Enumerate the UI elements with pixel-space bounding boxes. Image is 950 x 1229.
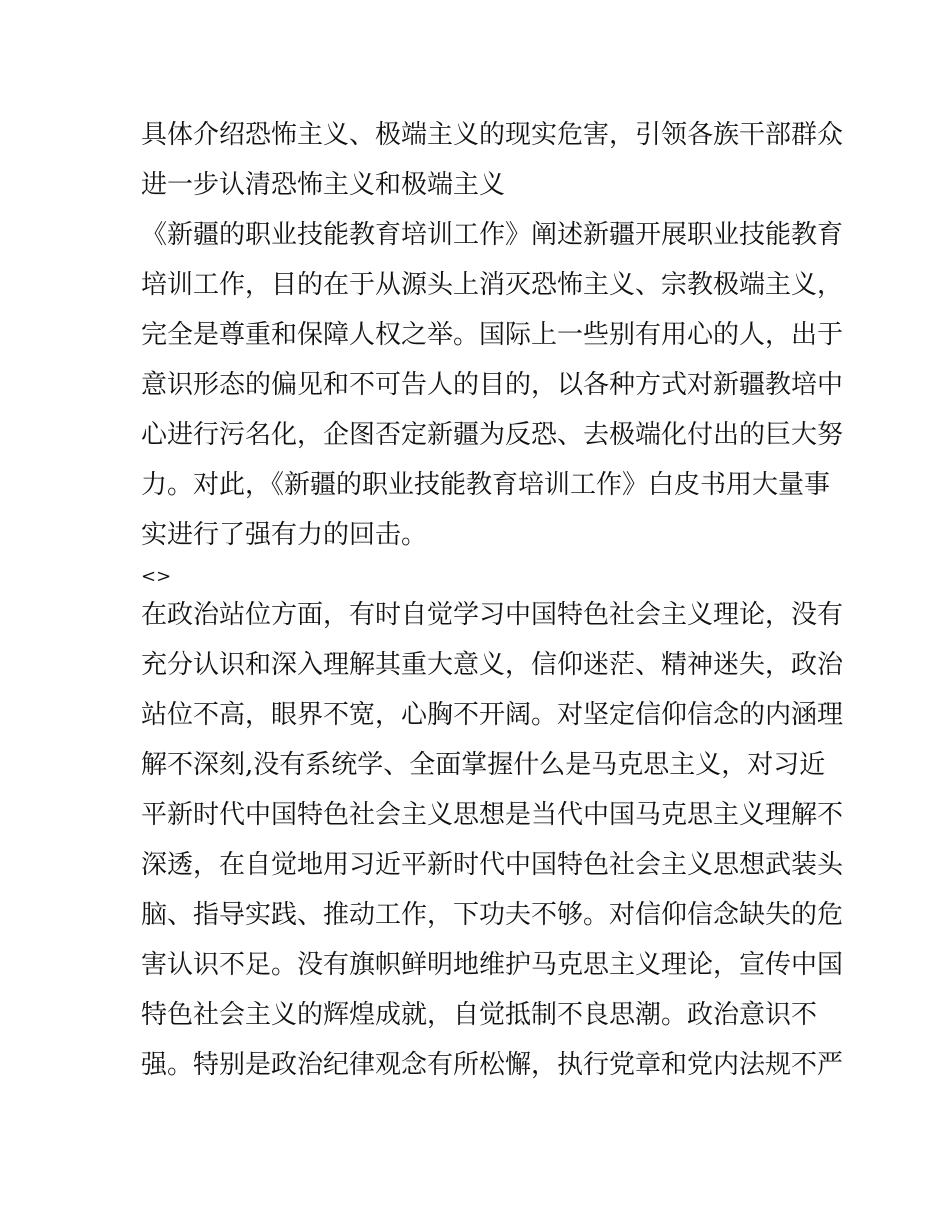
paragraph-line: 深透，在自觉地用习近平新时代中国特色社会主义思想武装头 bbox=[141, 850, 844, 880]
paragraph-line: 进一步认清恐怖主义和极端主义 bbox=[141, 170, 506, 200]
paragraph-line: 解不深刻,没有系统学、全面掌握什么是马克思主义，对习近 bbox=[141, 750, 826, 780]
paragraph-line: 在政治站位方面，有时自觉学习中国特色社会主义理论，没有 bbox=[141, 600, 844, 630]
paragraph-line: 培训工作，目的在于从源头上消灭恐怖主义、宗教极端主义， bbox=[141, 270, 844, 300]
paragraph-line: 完全是尊重和保障人权之举。国际上一些别有用心的人，出于 bbox=[141, 320, 844, 350]
paragraph-line: 特色社会主义的辉煌成就，自觉抵制不良思潮。政治意识不 bbox=[141, 1000, 818, 1030]
paragraph-line: 具体介绍恐怖主义、极端主义的现实危害，引领各族干部群众 bbox=[141, 120, 844, 150]
paragraph-line: 站位不高，眼界不宽，心胸不开阔。对坚定信仰信念的内涵理 bbox=[141, 700, 844, 730]
paragraph-line: 意识形态的偏见和不可告人的目的，以各种方式对新疆教培中 bbox=[141, 370, 844, 400]
paragraph-line: 脑、指导实践、推动工作，下功夫不够。对信仰信念缺失的危 bbox=[141, 900, 844, 930]
paragraph-line: 实进行了强有力的回击。 bbox=[141, 520, 428, 550]
paragraph-line: 心进行污名化，企图否定新疆为反恐、去极端化付出的巨大努 bbox=[141, 420, 844, 450]
paragraph-line: 充分认识和深入理解其重大意义，信仰迷茫、精神迷失，政治 bbox=[141, 650, 844, 680]
paragraph-line: 强。特别是政治纪律观念有所松懈，执行党章和党内法规不严 bbox=[141, 1050, 844, 1080]
paragraph-line: 《新疆的职业技能教育培训工作》阐述新疆开展职业技能教育 bbox=[141, 220, 844, 250]
paragraph-line: 害认识不足。没有旗帜鲜明地维护马克思主义理论，宣传中国 bbox=[141, 950, 844, 980]
separator-mark: <> bbox=[141, 566, 172, 587]
paragraph-line: 平新时代中国特色社会主义思想是当代中国马克思主义理解不 bbox=[141, 800, 844, 830]
paragraph-line: 力。对此，《新疆的职业技能教育培训工作》白皮书用大量事 bbox=[141, 470, 831, 500]
document-body bbox=[141, 110, 844, 1090]
